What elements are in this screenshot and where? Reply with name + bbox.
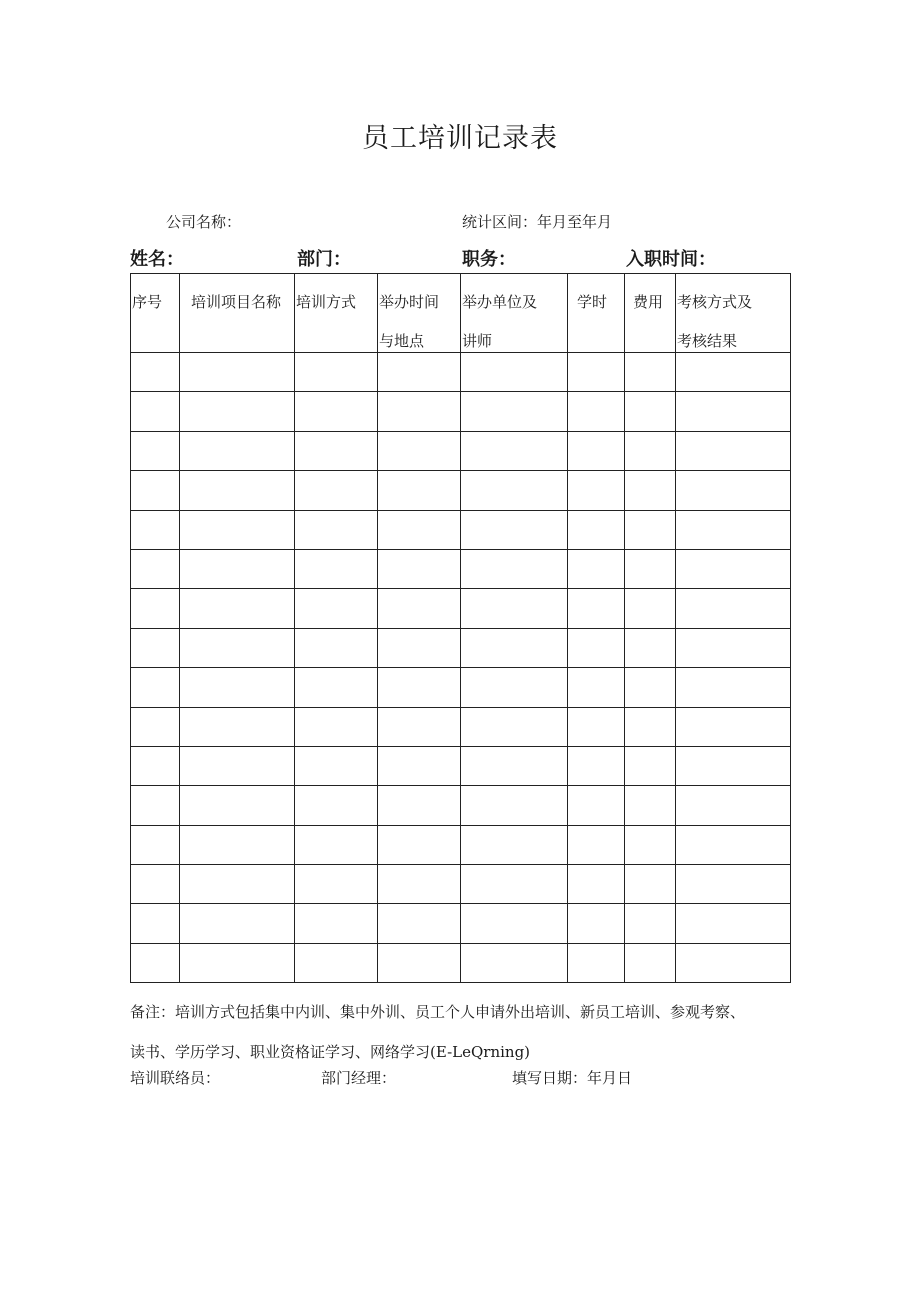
table-row <box>131 865 791 904</box>
table-row <box>131 668 791 707</box>
table-cell[interactable] <box>568 353 625 392</box>
table-cell[interactable] <box>461 589 568 628</box>
note-line-2: 读书、学历学习、职业资格证学习、网络学习(E-LeQrning) <box>130 1043 531 1061</box>
table-cell[interactable] <box>378 510 461 549</box>
table-cell[interactable] <box>568 628 625 667</box>
table-cell[interactable] <box>378 392 461 431</box>
table-cell[interactable] <box>568 865 625 904</box>
table-cell[interactable] <box>131 825 180 864</box>
table-cell[interactable] <box>676 668 791 707</box>
table-row <box>131 943 791 982</box>
table-cell[interactable] <box>180 353 295 392</box>
table-cell[interactable] <box>180 549 295 588</box>
table-cell[interactable] <box>378 865 461 904</box>
table-cell[interactable] <box>568 746 625 785</box>
table-body <box>131 353 791 983</box>
table-cell[interactable] <box>131 628 180 667</box>
header-organizer-and-lecturer: 举办单位及 讲师 <box>461 274 568 353</box>
table-cell[interactable] <box>625 943 676 982</box>
table-row <box>131 392 791 431</box>
table-cell[interactable] <box>295 786 378 825</box>
table-cell[interactable] <box>180 431 295 470</box>
table-cell[interactable] <box>461 510 568 549</box>
table-cell[interactable] <box>180 628 295 667</box>
table-row <box>131 589 791 628</box>
header-training-method: 培训方式 <box>295 274 378 353</box>
table-cell[interactable] <box>625 825 676 864</box>
table-cell[interactable] <box>131 943 180 982</box>
table-cell[interactable] <box>625 668 676 707</box>
table-row <box>131 904 791 943</box>
table-cell[interactable] <box>131 353 180 392</box>
table-cell[interactable] <box>676 865 791 904</box>
table-row <box>131 786 791 825</box>
document-title: 员工培训记录表 <box>362 123 558 154</box>
table-row <box>131 510 791 549</box>
name-field-label: 姓名： <box>130 249 184 270</box>
note-line-1: 备注：培训方式包括集中内训、集中外训、员工个人申请外出培训、新员工培训、参观考察、 <box>130 1003 746 1021</box>
table-cell[interactable] <box>131 392 180 431</box>
table-cell[interactable] <box>131 746 180 785</box>
table-cell[interactable] <box>676 786 791 825</box>
table-cell[interactable] <box>676 707 791 746</box>
table-cell[interactable] <box>131 589 180 628</box>
table-cell[interactable] <box>461 549 568 588</box>
table-cell[interactable] <box>625 865 676 904</box>
table-cell[interactable] <box>295 904 378 943</box>
table-cell[interactable] <box>180 471 295 510</box>
department-manager-label: 部门经理： <box>321 1069 397 1087</box>
table-cell[interactable] <box>625 471 676 510</box>
header-serial-number: 序号 <box>131 274 180 353</box>
table-cell[interactable] <box>461 628 568 667</box>
table-cell[interactable] <box>461 786 568 825</box>
table-cell[interactable] <box>378 904 461 943</box>
table-cell[interactable] <box>295 549 378 588</box>
table-cell[interactable] <box>625 707 676 746</box>
table-cell[interactable] <box>295 471 378 510</box>
company-name-label: 公司名称： <box>166 213 242 231</box>
table-row <box>131 825 791 864</box>
table-cell[interactable] <box>378 786 461 825</box>
table-cell[interactable] <box>378 353 461 392</box>
table-cell[interactable] <box>180 589 295 628</box>
table-cell[interactable] <box>378 471 461 510</box>
table-cell[interactable] <box>625 589 676 628</box>
table-cell[interactable] <box>295 589 378 628</box>
table-row <box>131 628 791 667</box>
table-cell[interactable] <box>180 825 295 864</box>
table-cell[interactable] <box>461 707 568 746</box>
table-cell[interactable] <box>295 943 378 982</box>
table-cell[interactable] <box>461 668 568 707</box>
table-cell[interactable] <box>568 589 625 628</box>
table-cell[interactable] <box>568 943 625 982</box>
table-cell[interactable] <box>378 668 461 707</box>
table-cell[interactable] <box>461 392 568 431</box>
table-cell[interactable] <box>131 904 180 943</box>
table-cell[interactable] <box>676 825 791 864</box>
table-cell[interactable] <box>676 943 791 982</box>
training-liaison-label: 培训联络员： <box>130 1069 221 1087</box>
hire-date-field-label: 入职时间： <box>626 249 716 270</box>
table-cell[interactable] <box>461 825 568 864</box>
table-cell[interactable] <box>676 510 791 549</box>
table-cell[interactable] <box>180 865 295 904</box>
table-cell[interactable] <box>568 668 625 707</box>
header-time-and-place: 举办时间 与地点 <box>378 274 461 353</box>
table-cell[interactable] <box>131 471 180 510</box>
table-cell[interactable] <box>676 471 791 510</box>
table-cell[interactable] <box>295 668 378 707</box>
table-cell[interactable] <box>295 707 378 746</box>
table-cell[interactable] <box>461 865 568 904</box>
table-cell[interactable] <box>676 353 791 392</box>
table-cell[interactable] <box>295 431 378 470</box>
table-cell[interactable] <box>568 431 625 470</box>
table-row <box>131 746 791 785</box>
table-cell[interactable] <box>131 668 180 707</box>
table-cell[interactable] <box>676 628 791 667</box>
table-cell[interactable] <box>131 865 180 904</box>
table-cell[interactable] <box>461 353 568 392</box>
table-cell[interactable] <box>568 707 625 746</box>
position-field-label: 职务： <box>462 249 516 270</box>
table-cell[interactable] <box>378 549 461 588</box>
table-cell[interactable] <box>378 431 461 470</box>
table-cell[interactable] <box>131 549 180 588</box>
table-header-row <box>131 274 791 353</box>
table-row <box>131 707 791 746</box>
table-cell[interactable] <box>461 943 568 982</box>
table-cell[interactable] <box>676 589 791 628</box>
table-cell[interactable] <box>568 471 625 510</box>
table-cell[interactable] <box>625 510 676 549</box>
table-cell[interactable] <box>131 707 180 746</box>
table-cell[interactable] <box>625 786 676 825</box>
table-cell[interactable] <box>180 392 295 431</box>
table-cell[interactable] <box>625 431 676 470</box>
table-cell[interactable] <box>568 549 625 588</box>
table-cell[interactable] <box>295 353 378 392</box>
table-cell[interactable] <box>568 825 625 864</box>
table-cell[interactable] <box>180 707 295 746</box>
table-cell[interactable] <box>676 746 791 785</box>
table-cell[interactable] <box>180 786 295 825</box>
table-cell[interactable] <box>378 825 461 864</box>
department-field-label: 部门： <box>297 249 351 270</box>
table-cell[interactable] <box>568 904 625 943</box>
header-training-item-name: 培训项目名称 <box>180 274 295 353</box>
table-cell[interactable] <box>180 668 295 707</box>
table-cell[interactable] <box>131 510 180 549</box>
table-cell[interactable] <box>625 746 676 785</box>
table-cell[interactable] <box>461 431 568 470</box>
training-record-table <box>130 273 791 983</box>
table-cell[interactable] <box>295 746 378 785</box>
table-cell[interactable] <box>378 589 461 628</box>
table-cell[interactable] <box>625 549 676 588</box>
table-cell[interactable] <box>676 431 791 470</box>
table-cell[interactable] <box>295 392 378 431</box>
table-row <box>131 431 791 470</box>
table-cell[interactable] <box>676 549 791 588</box>
table-cell[interactable] <box>568 786 625 825</box>
table-cell[interactable] <box>378 746 461 785</box>
fill-date-label: 填写日期：年月日 <box>512 1069 633 1087</box>
table-cell[interactable] <box>625 392 676 431</box>
statistics-period-label: 统计区间：年月至年月 <box>462 213 613 231</box>
table-cell[interactable] <box>180 943 295 982</box>
table-cell[interactable] <box>625 904 676 943</box>
table-cell[interactable] <box>295 510 378 549</box>
table-cell[interactable] <box>461 746 568 785</box>
header-class-hours: 学时 <box>568 274 625 353</box>
table-cell[interactable] <box>568 392 625 431</box>
table-cell[interactable] <box>676 392 791 431</box>
table-row <box>131 353 791 392</box>
table-cell[interactable] <box>568 510 625 549</box>
table-cell[interactable] <box>131 431 180 470</box>
table-cell[interactable] <box>295 628 378 667</box>
table-cell[interactable] <box>131 786 180 825</box>
table-cell[interactable] <box>378 943 461 982</box>
header-assessment: 考核方式及 考核结果 <box>676 274 791 353</box>
table-cell[interactable] <box>378 628 461 667</box>
table-cell[interactable] <box>180 510 295 549</box>
table-cell[interactable] <box>676 904 791 943</box>
table-cell[interactable] <box>295 825 378 864</box>
table-row <box>131 549 791 588</box>
table-cell[interactable] <box>461 471 568 510</box>
table-row <box>131 471 791 510</box>
table-cell[interactable] <box>625 353 676 392</box>
table-cell[interactable] <box>180 746 295 785</box>
table-cell[interactable] <box>295 865 378 904</box>
table-cell[interactable] <box>625 628 676 667</box>
table-cell[interactable] <box>180 904 295 943</box>
table-cell[interactable] <box>378 707 461 746</box>
header-cost: 费用 <box>625 274 676 353</box>
table-cell[interactable] <box>461 904 568 943</box>
